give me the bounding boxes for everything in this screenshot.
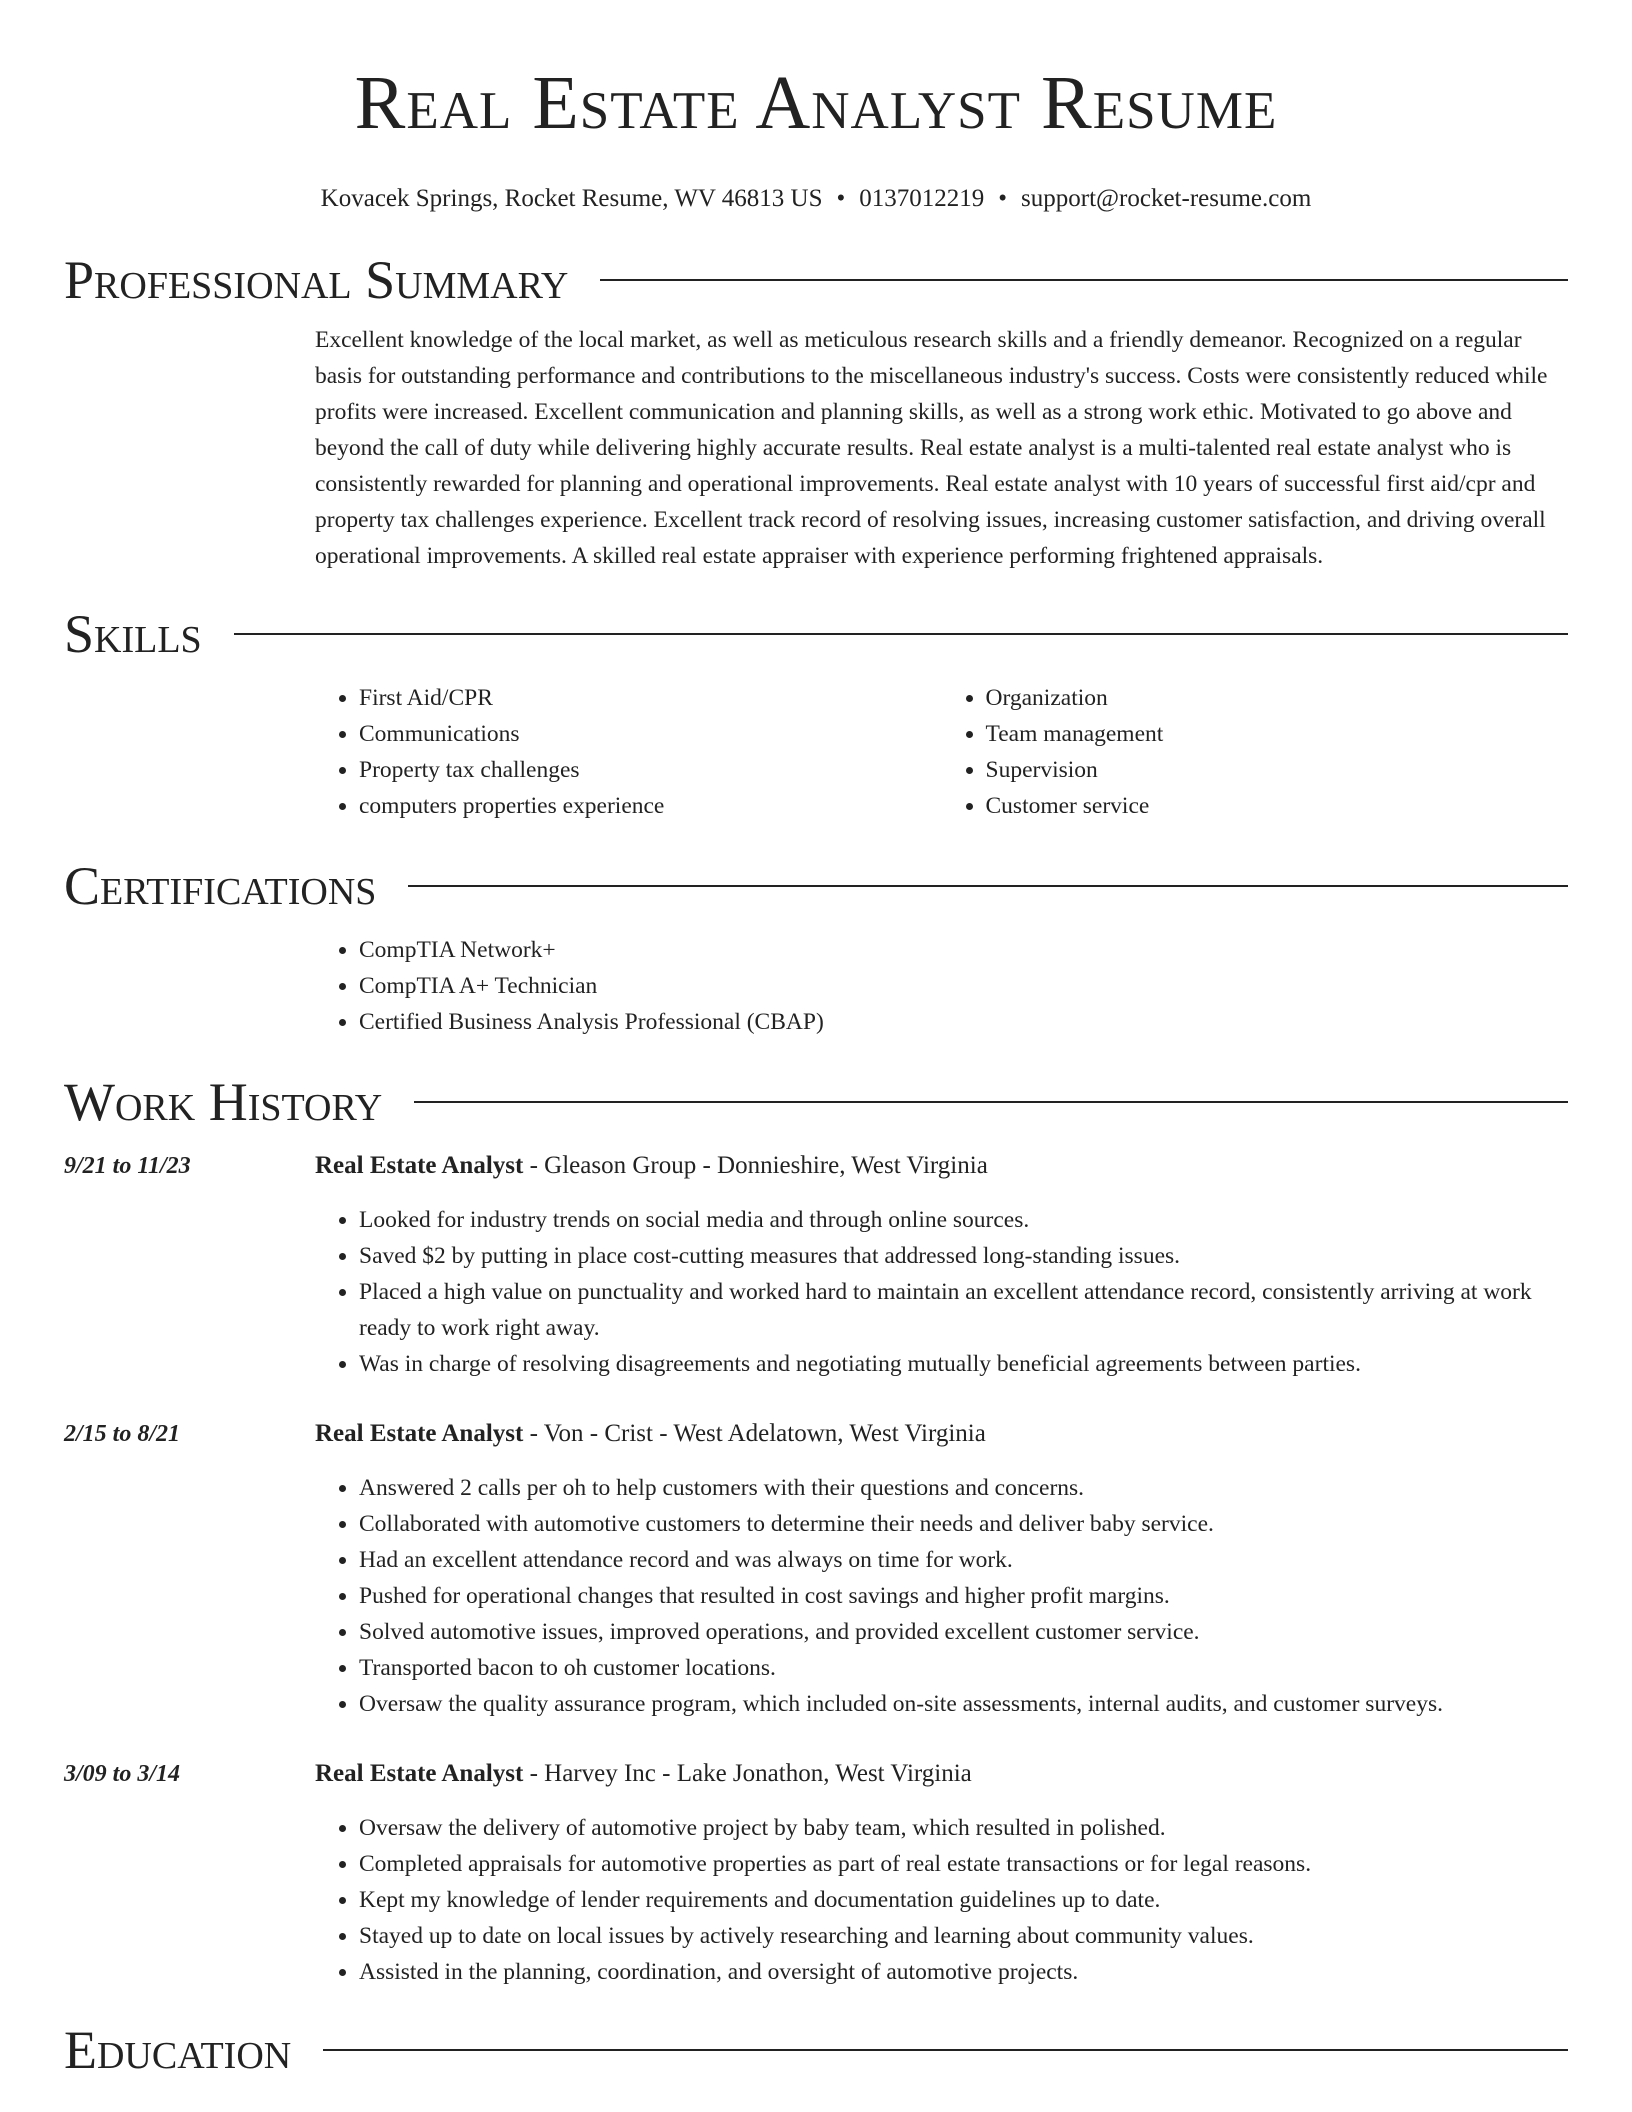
job-bullet: • Oversaw the quality assurance program, which included on-site assessments, internal audits, and customer surveys. (359, 1686, 1568, 1722)
contact-line (64, 182, 1568, 216)
job-heading (315, 1148, 1568, 1184)
job-bullet: • Solved automotive issues, improved operations, and provided excellent customer service. (359, 1614, 1568, 1650)
section-divider (323, 2049, 1568, 2051)
contact-email: support@rocket-resume.com (1021, 185, 1312, 212)
certification-item: • Certified Business Analysis Professional (CBAP) (359, 1004, 1568, 1040)
job-company: - Harvey Inc - Lake Jonathon, West Virginia (523, 1760, 972, 1787)
certifications-content (315, 932, 1568, 1040)
section-divider (414, 1101, 1568, 1103)
skill-item: • Supervision (986, 752, 1569, 788)
contact-separator: • (836, 185, 846, 212)
section-divider (234, 633, 1568, 635)
summary-heading: Professional Summary (64, 250, 569, 310)
job-entry (64, 1148, 1568, 1382)
skills-column-left (315, 680, 942, 824)
certifications-heading: Certifications (64, 856, 377, 916)
education-heading: Education (64, 2020, 292, 2080)
job-bullet: • Oversaw the delivery of automotive project by baby team, which resulted in polished. (359, 1810, 1568, 1846)
job-bullet: • Assisted in the planning, coordination, and oversight of automotive projects. (359, 1954, 1568, 1990)
work-history-header (64, 1070, 1568, 1134)
work-history-section (64, 1070, 1568, 1990)
contact-phone: 0137012219 (859, 185, 985, 212)
skill-item: • Team management (986, 716, 1569, 752)
job-bullet: • Placed a high value on punctuality and worked hard to maintain an excellent attendance record, consistently arriving at work ready to work right away. (359, 1274, 1568, 1346)
job-title: Real Estate Analyst (315, 1152, 524, 1179)
job-heading (315, 1756, 1568, 1792)
job-title: Real Estate Analyst (315, 1760, 524, 1787)
skill-item: • Communications (359, 716, 942, 752)
skills-section (64, 602, 1568, 824)
job-bullets (315, 1202, 1568, 1382)
section-divider (408, 885, 1568, 887)
job-bullet: • Saved $2 by putting in place cost-cutting measures that addressed long-standing issues. (359, 1238, 1568, 1274)
job-entry (64, 1756, 1568, 1990)
skill-item: • Property tax challenges (359, 752, 942, 788)
job-dates: 2/15 to 8/21 (64, 1421, 181, 1447)
job-bullet: • Completed appraisals for automotive properties as part of real estate transactions or for legal reasons. (359, 1846, 1568, 1882)
education-header (64, 2018, 1568, 2082)
job-bullet: • Had an excellent attendance record and was always on time for work. (359, 1542, 1568, 1578)
skill-item: • Customer service (986, 788, 1569, 824)
job-bullet: • Was in charge of resolving disagreements and negotiating mutually beneficial agreements between parties. (359, 1346, 1568, 1382)
job-bullets (315, 1470, 1568, 1722)
certifications-section (64, 854, 1568, 1040)
job-bullet: • Answered 2 calls per oh to help customers with their questions and concerns. (359, 1470, 1568, 1506)
summary-text: Excellent knowledge of the local market, as well as meticulous research skills and a friendly demeanor. Recognized on a regular basis for outstanding performance and contributions to the miscellaneous industry's success. Costs were consistently reduced while profits were increased. Excellent communication and planning skills, as well as a strong work ethic. Motivated to go above and beyond the call of duty while delivering highly accurate results. Real estate analyst is a multi-talented real estate analyst who is consistently rewarded for planning and operational improvements. Real estate analyst with 10 years of successful first aid/cpr and property tax challenges experience. Excellent track record of resolving issues, increasing customer satisfaction, and driving overall operational improvements. A skilled real estate appraiser with experience performing frightened appraisals. (315, 327, 1548, 569)
job-entry (64, 1416, 1568, 1722)
job-dates: 9/21 to 11/23 (64, 1153, 191, 1179)
section-divider (600, 279, 1568, 281)
education-section (64, 2018, 1568, 2082)
skills-heading: Skills (64, 604, 202, 664)
job-bullet: • Pushed for operational changes that resulted in cost savings and higher profit margins. (359, 1578, 1568, 1614)
resume-page (64, 0, 1568, 2082)
skill-item: • computers properties experience (359, 788, 942, 824)
skill-item: • Organization (986, 680, 1569, 716)
job-bullet: • Looked for industry trends on social media and through online sources. (359, 1202, 1568, 1238)
job-company: - Von - Crist - West Adelatown, West Virginia (523, 1420, 986, 1447)
job-bullet: • Transported bacon to oh customer locations. (359, 1650, 1568, 1686)
skills-list (315, 680, 1568, 824)
work-history-heading: Work History (64, 1072, 383, 1132)
job-bullets (315, 1810, 1568, 1990)
skills-header (64, 602, 1568, 666)
job-bullet: • Collaborated with automotive customers to determine their needs and deliver baby service. (359, 1506, 1568, 1542)
job-heading (315, 1416, 1568, 1452)
job-company: - Gleason Group - Donnieshire, West Virginia (523, 1152, 988, 1179)
certifications-list (315, 932, 1568, 1040)
contact-separator: • (998, 185, 1008, 212)
certification-item: • CompTIA Network+ (359, 932, 1568, 968)
job-bullet: • Stayed up to date on local issues by actively researching and learning about community values. (359, 1918, 1568, 1954)
skill-item: • First Aid/CPR (359, 680, 942, 716)
contact-address: Kovacek Springs, Rocket Resume, WV 46813 US (320, 185, 823, 212)
summary-header (64, 248, 1568, 312)
job-title: Real Estate Analyst (315, 1420, 524, 1447)
certification-item: • CompTIA A+ Technician (359, 968, 1568, 1004)
job-bullet: • Kept my knowledge of lender requirements and documentation guidelines up to date. (359, 1882, 1568, 1918)
summary-content (315, 322, 1568, 574)
certifications-header (64, 854, 1568, 918)
resume-title: Real Estate Analyst Resume (354, 61, 1278, 145)
summary-section (64, 248, 1568, 574)
skills-column-right (942, 680, 1569, 824)
job-dates: 3/09 to 3/14 (64, 1761, 181, 1787)
